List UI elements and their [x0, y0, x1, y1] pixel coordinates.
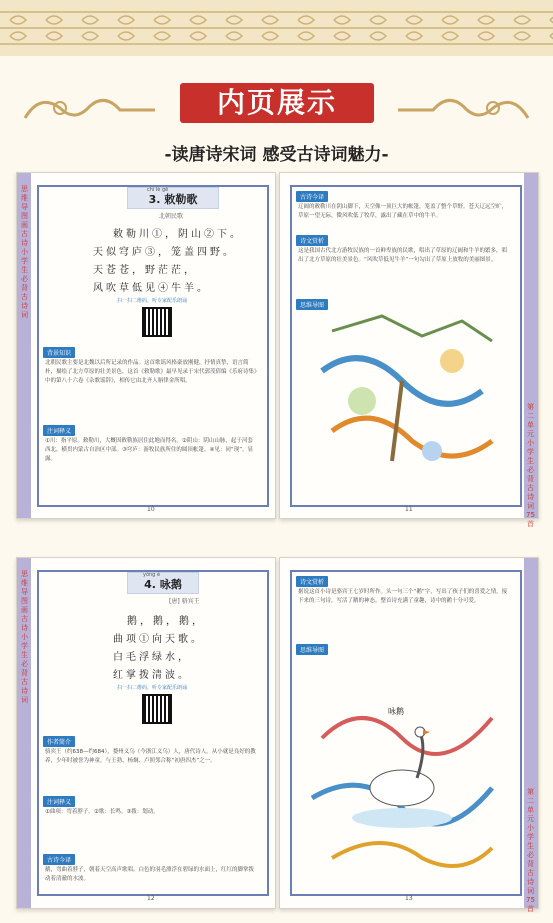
section-tag: 注词释义 [43, 796, 75, 807]
left-page [16, 172, 276, 519]
qr-caption: 扫一扫二维码，听专家配乐朗诵 [117, 685, 188, 691]
poem-line: 白毛浮绿水， [113, 652, 191, 663]
section-tag: 古诗今译 [296, 191, 328, 202]
section-tag: 诗文赏析 [296, 576, 328, 587]
right-page [279, 172, 539, 528]
poem-title: 3. 敕勒歌 [127, 187, 219, 209]
vertical-series-label: 第二单元 小学生必背古诗词75首 [526, 403, 535, 528]
section-tag: 背景知识 [43, 347, 75, 358]
section-tag: 古诗今译 [43, 854, 75, 865]
poem-line: 曲项①向天歌。 [113, 634, 204, 645]
mind-map-illustration [302, 311, 502, 481]
translation-paragraph: 鹅，弯曲着脖子，朝着天空高声歌唱。白色的羽毛漂浮在碧绿的水面上，红红的脚掌拨动着清澈的水波。 [45, 867, 255, 882]
cloud-ornament-right-icon [393, 88, 533, 128]
section-tag: 思维导图 [296, 644, 328, 655]
qr-code[interactable] [142, 307, 172, 337]
poem-line: 天似穹庐③，笼盖四野。 [93, 247, 236, 258]
right-page [279, 557, 539, 913]
vertical-series-label: 思维导图画古诗 小学生必背古诗词 [21, 570, 28, 704]
section-tag: 注词释义 [43, 425, 75, 436]
poem-title-pinyin: chì lè gē [147, 187, 169, 193]
poem-line: 鹅，鹅，鹅， [127, 616, 205, 627]
notes-paragraph: ①川：指平原。敕勒川，大概因敕勒族居住此地而得名。②阴山：阴山山脉，起于河套西北，横贯内蒙古自治区中部。③穹庐：游牧民族所住的圆顶帐篷。④见：同“现”，显露。 [45, 438, 254, 462]
lattice-pattern-icon [0, 0, 553, 56]
qr-code[interactable] [142, 694, 172, 724]
poem-author: 北朝民歌 [159, 213, 184, 220]
poem-line: 天苍苍，野茫茫， [93, 265, 197, 276]
qr-caption: 扫一扫二维码，听专家配乐朗诵 [117, 298, 188, 304]
background-paragraph: 北朝民歌主要是北魏以后所记录的作品。这首歌谣风格豪放刚健，抒情真挚，语言简朴，描绘了北方草原的壮美景色。这首《敕勒歌》最早见录于宋代郭茂倩编《乐府诗集》中的第八十六卷《杂歌谣辞》，相传它由北齐人斛律金所唱。 [45, 360, 257, 384]
cloud-ornament-left-icon [20, 88, 160, 128]
section-tag: 作者简介 [43, 736, 75, 747]
poem-line: 风吹草低见④牛羊。 [93, 283, 210, 294]
page-subtitle: -读唐诗宋词 感受古诗词魅力- [164, 145, 389, 165]
left-page [16, 557, 276, 909]
appreciation-paragraph: 这是我国古代北方游牧民族的一首鲜卑族的民歌，唱出了草原的辽阔和牛羊的繁多，唱出了北方草原的壮美景色。“风吹草低见牛羊”一句勾出了草原上放牧的美丽图景。 [298, 248, 508, 263]
author-paragraph: 骆宾王（约638—约684），婺州义乌（今浙江义乌）人，唐代诗人。从小就是良好的教养，少年时被誉为神童，与王勃、杨炯、卢照邻合称“初唐四杰”之一。 [45, 749, 256, 764]
section-tag: 思维导图 [296, 299, 328, 310]
top-decorative-border [0, 0, 553, 56]
appreciation-paragraph: 据说这首小诗是骆宾王七岁时所作。头一句三个“鹅”字，写出了孩子们的喜爱之情。接下来的三句诗，写活了鹅的神态。整首诗充满了童趣，诗中的鹅十分可爱。 [298, 589, 508, 604]
poem-line: 敕勒川①，阴山②下。 [113, 229, 243, 240]
poem-title: 4. 咏鹅 [127, 572, 199, 594]
page-number: 12 [147, 895, 155, 902]
book-spread-2 [16, 557, 537, 917]
translation-paragraph: 辽阔的敕勒川在阴山脚下，天空像一顶巨大的帐篷，笼盖了整个草野。苍天辽远空旷，草原一望无际，微风吹低了牧草，露出了藏在草中的牛羊。 [298, 204, 508, 219]
poem-title-pinyin: yǒng é [143, 572, 161, 578]
book-spread-1 [16, 172, 537, 528]
page-number: 10 [147, 506, 155, 513]
poem-line: 红掌拨清波。 [113, 670, 191, 681]
poem-author: [唐] 骆宾王 [169, 598, 200, 605]
page-number: 11 [405, 506, 413, 513]
section-title-banner: 内页展示 [180, 83, 374, 123]
mind-map-label: 咏鹅 [388, 707, 404, 716]
section-tag: 诗文赏析 [296, 235, 328, 246]
vertical-series-label: 思维导图画古诗 小学生必背古诗词 [21, 185, 28, 319]
vertical-series-label: 第二单元 小学生必背古诗词75首 [526, 788, 535, 913]
page-number: 13 [405, 895, 413, 902]
notes-paragraph: ①曲项：弯着脖子。②歌：长鸣。③拨：划动。 [45, 809, 159, 815]
